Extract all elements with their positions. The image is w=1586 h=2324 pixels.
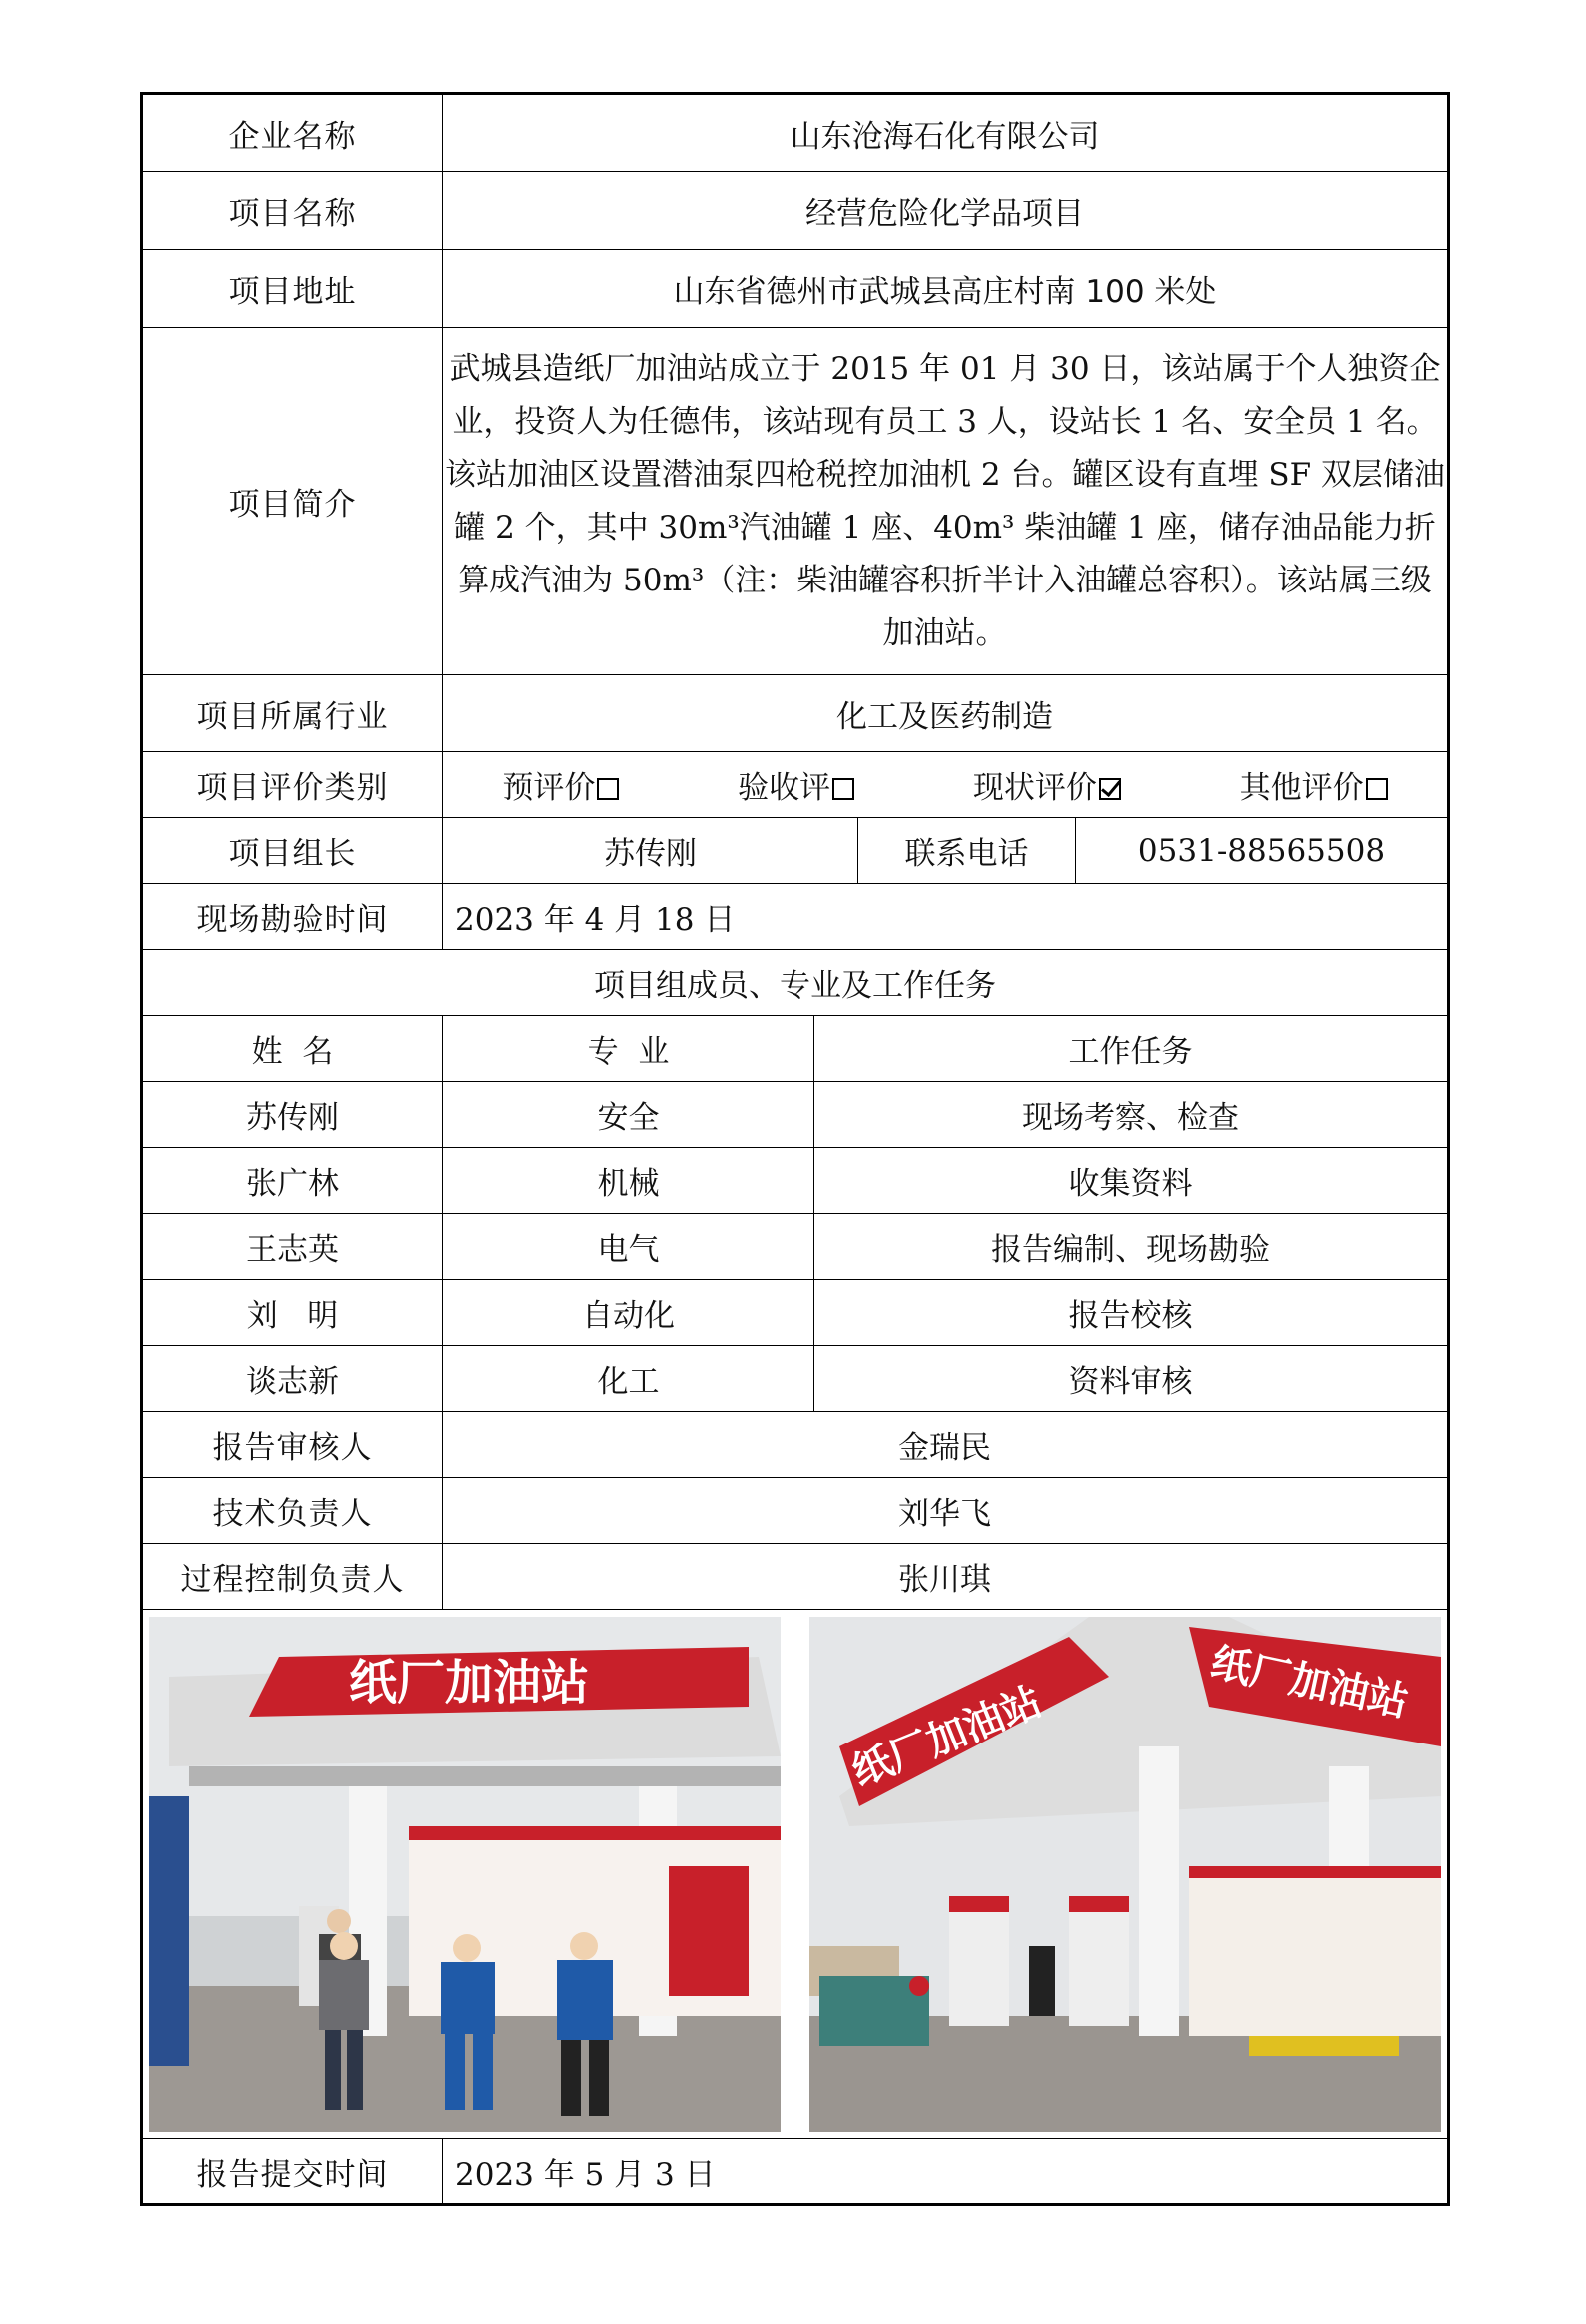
leader-label: 项目组长 xyxy=(142,818,443,884)
members-section-title: 项目组成员、专业及工作任务 xyxy=(142,950,1449,1016)
phone-value: 0531-88565508 xyxy=(1076,818,1449,884)
gas-station-photo-right xyxy=(809,1617,1441,2132)
leader-value: 苏传刚 xyxy=(443,818,858,884)
submit-time-label: 报告提交时间 xyxy=(142,2139,443,2205)
option-acceptance xyxy=(738,762,854,807)
member-specialty: 自动化 xyxy=(443,1280,814,1346)
project-address-value: 山东省德州市武城县高庄村南 100 米处 xyxy=(443,250,1449,328)
industry-label: 项目所属行业 xyxy=(142,675,443,752)
checkbox[interactable] xyxy=(1366,778,1388,800)
evaluation-info-table xyxy=(140,92,1450,2206)
member-name: 谈志新 xyxy=(142,1346,443,1412)
option-other xyxy=(1240,762,1388,807)
member-row xyxy=(142,1214,1449,1280)
process-lead-value: 张川琪 xyxy=(443,1544,1449,1610)
option-label: 验收评 xyxy=(738,770,831,806)
company-label: 企业名称 xyxy=(142,94,443,172)
option-status-evaluation xyxy=(973,762,1121,807)
member-row xyxy=(142,1148,1449,1214)
members-header-name: 姓 名 xyxy=(142,1016,443,1082)
member-task: 现场考察、检查 xyxy=(814,1082,1449,1148)
option-pre-evaluation xyxy=(502,762,619,807)
member-specialty: 电气 xyxy=(443,1214,814,1280)
member-task: 资料审核 xyxy=(814,1346,1449,1412)
option-label: 现状评价 xyxy=(972,770,1097,806)
reviewer-label: 报告审核人 xyxy=(142,1412,443,1478)
checkbox[interactable] xyxy=(597,778,619,800)
member-task: 报告编制、现场勘验 xyxy=(814,1214,1449,1280)
tech-lead-value: 刘华飞 xyxy=(443,1478,1449,1544)
process-lead-label: 过程控制负责人 xyxy=(142,1544,443,1610)
option-label: 预评价 xyxy=(502,770,596,806)
project-address-label: 项目地址 xyxy=(142,250,443,328)
member-name: 刘 明 xyxy=(142,1280,443,1346)
survey-time-label: 现场勘验时间 xyxy=(142,884,443,950)
site-photo-station xyxy=(809,1617,1441,2132)
member-task: 收集资料 xyxy=(814,1148,1449,1214)
submit-time-value: 2023 年 5 月 3 日 xyxy=(443,2139,1449,2205)
member-specialty: 机械 xyxy=(443,1148,814,1214)
members-header-specialty: 专 业 xyxy=(443,1016,814,1082)
reviewer-value: 金瑞民 xyxy=(443,1412,1449,1478)
project-name-label: 项目名称 xyxy=(142,172,443,250)
member-specialty: 化工 xyxy=(443,1346,814,1412)
member-name: 苏传刚 xyxy=(142,1082,443,1148)
company-value: 山东沧海石化有限公司 xyxy=(443,94,1449,172)
station-sign-text: 纸厂加油站 xyxy=(1206,1639,1413,1726)
station-sign-text: 纸厂加油站 xyxy=(349,1654,590,1711)
evaluation-type-options xyxy=(443,752,1449,818)
industry-value: 化工及医药制造 xyxy=(443,675,1449,752)
member-task: 报告校核 xyxy=(814,1280,1449,1346)
member-specialty: 安全 xyxy=(443,1082,814,1148)
survey-time-value: 2023 年 4 月 18 日 xyxy=(443,884,1449,950)
project-intro-text: 武城县造纸厂加油站成立于 2015 年 01 月 30 日，该站属于个人独资企业，投资人为任德伟，该站现有员工 3 人，设站长 1 名、安全员 1 名。该站加油区设置潜油泵四枪税控加油机 2 台。罐区设有直埋 SF 双层储油罐 2 个，其中 30m³汽油罐 1 座、40m³ 柴油罐 1 座，储存油品能力折算成汽油为 50m³（注：柴油罐容积折半计入油罐总容积）。该站属三级加油站。 xyxy=(443,328,1449,675)
project-intro-label: 项目简介 xyxy=(142,328,443,675)
phone-label: 联系电话 xyxy=(858,818,1076,884)
checkbox[interactable] xyxy=(832,778,854,800)
member-row xyxy=(142,1082,1449,1148)
site-photo-team xyxy=(149,1617,781,2132)
member-row xyxy=(142,1280,1449,1346)
gas-station-photo-left xyxy=(149,1617,781,2132)
member-name: 张广林 xyxy=(142,1148,443,1214)
station-sign-text: 纸厂加油站 xyxy=(845,1678,1049,1795)
member-name: 王志英 xyxy=(142,1214,443,1280)
checkbox-checked[interactable] xyxy=(1099,778,1121,800)
project-name-value: 经营危险化学品项目 xyxy=(443,172,1449,250)
option-label: 其他评价 xyxy=(1239,770,1364,806)
member-row xyxy=(142,1346,1449,1412)
evaluation-type-label: 项目评价类别 xyxy=(142,752,443,818)
tech-lead-label: 技术负责人 xyxy=(142,1478,443,1544)
site-photos xyxy=(142,1610,1449,2139)
members-header-task: 工作任务 xyxy=(814,1016,1449,1082)
